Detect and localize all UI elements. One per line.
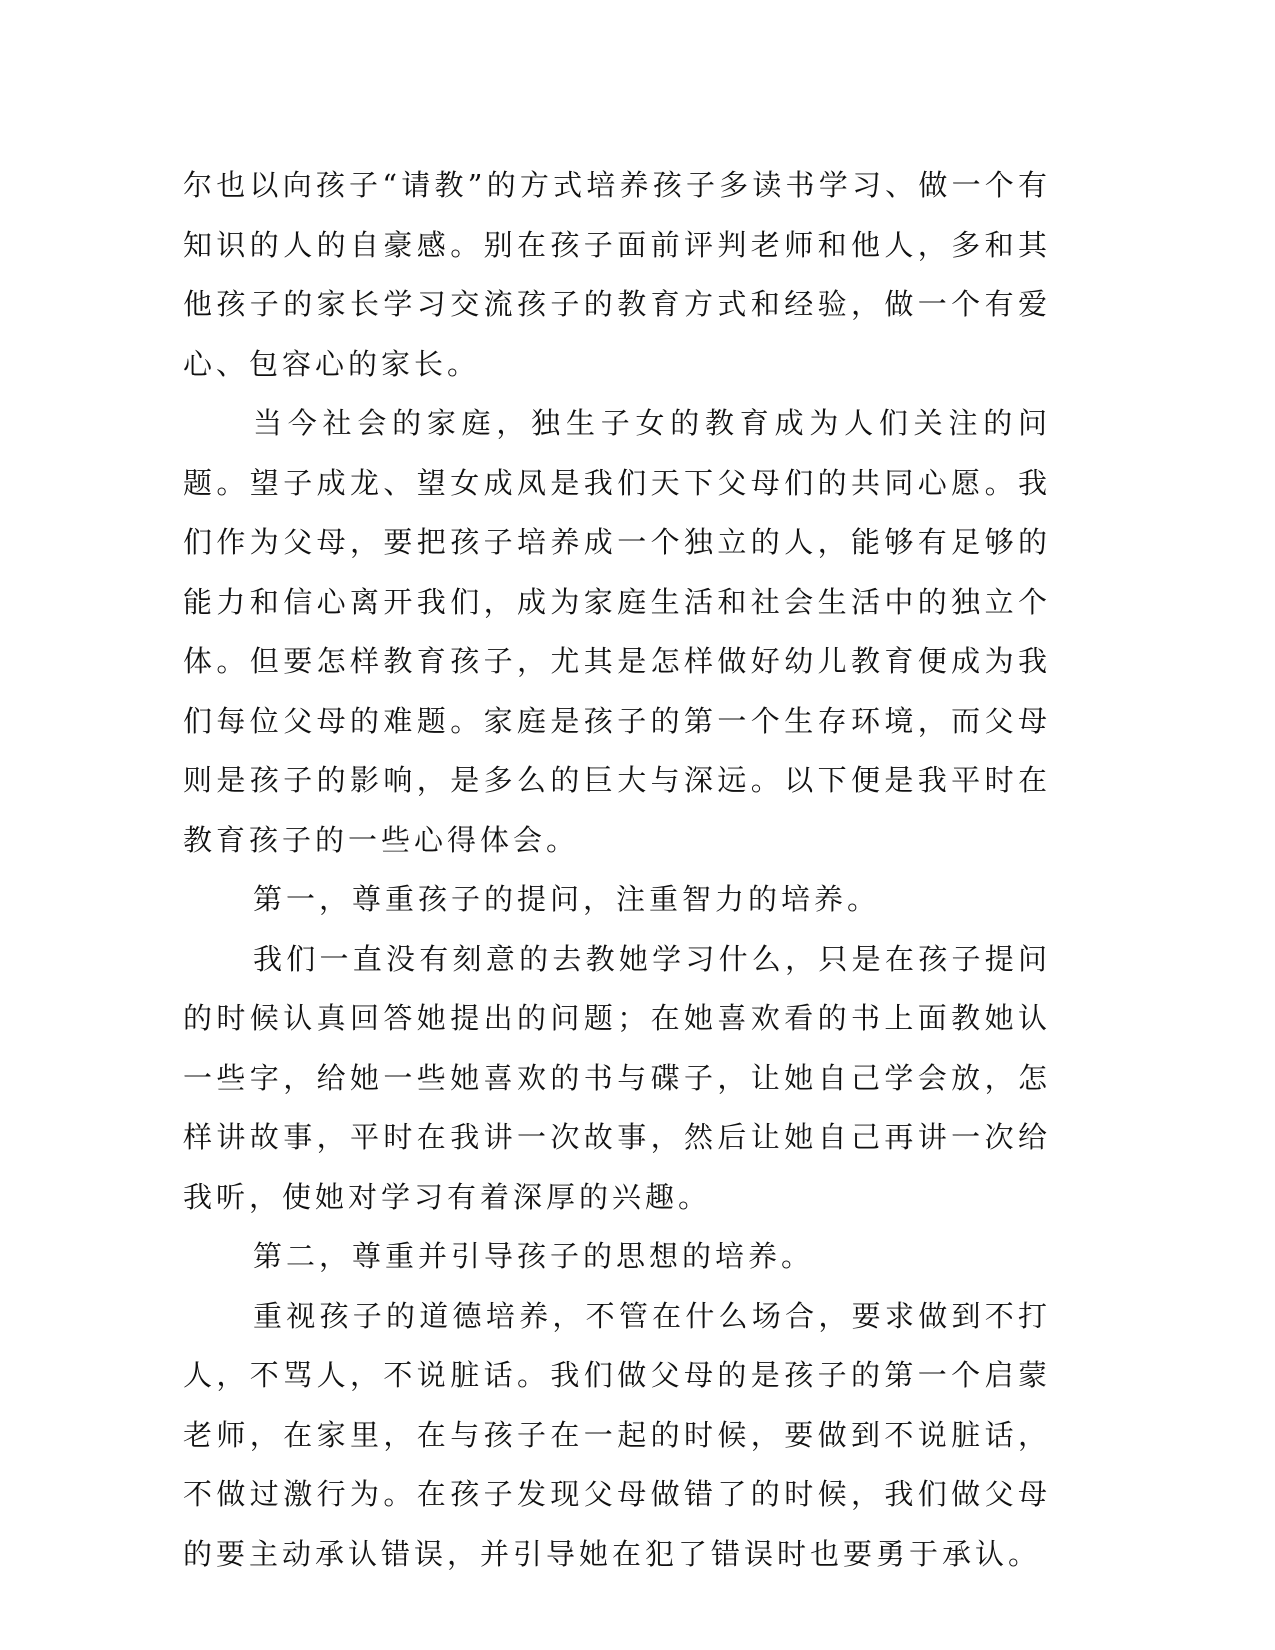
paragraph-continuation: 尔也以向孩子“请教”的方式培养孩子多读书学习、做一个有知识的人的自豪感。别在孩子面前评判老师和他人，多和其他孩子的家长学习交流孩子的教育方式和经验，做一个有爱心、包容心的家长。 bbox=[183, 168, 1051, 381]
paragraph-first-detail: 我们一直没有刻意的去教她学习什么，只是在孩子提问的时候认真回答她提出的问题；在她喜欢看的书上面教她认一些字，给她一些她喜欢的书与碟子，让她自己学会放，怎样讲故事，平时在我讲一次故事，然后让她自己再讲一次给我听，使她对学习有着深厚的兴趣。 bbox=[183, 941, 1051, 1214]
section-heading-first: 第一，尊重孩子的提问，注重智力的培养。 bbox=[253, 882, 881, 916]
document-body bbox=[183, 156, 1051, 1584]
section-heading-second: 第二，尊重并引导孩子的思想的培养。 bbox=[253, 1239, 815, 1273]
paragraph-second-detail: 重视孩子的道德培养，不管在什么场合，要求做到不打人，不骂人，不说脏话。我们做父母的是孩子的第一个启蒙老师，在家里，在与孩子在一起的时候，要做到不说脏话，不做过激行为。在孩子发现父母做错了的时候，我们做父母的要主动承认错误，并引导她在犯了错误时也要勇于承认。 bbox=[183, 1298, 1051, 1571]
paragraph-intro: 当今社会的家庭，独生子女的教育成为人们关注的问题。望子成龙、望女成凤是我们天下父母们的共同心愿。我们作为父母，要把孩子培养成一个独立的人，能够有足够的能力和信心离开我们，成为家庭生活和社会生活中的独立个体。但要怎样教育孩子，尤其是怎样做好幼儿教育便成为我们每位父母的难题。家庭是孩子的第一个生存环境，而父母则是孩子的影响，是多么的巨大与深远。以下便是我平时在教育孩子的一些心得体会。 bbox=[183, 406, 1051, 857]
